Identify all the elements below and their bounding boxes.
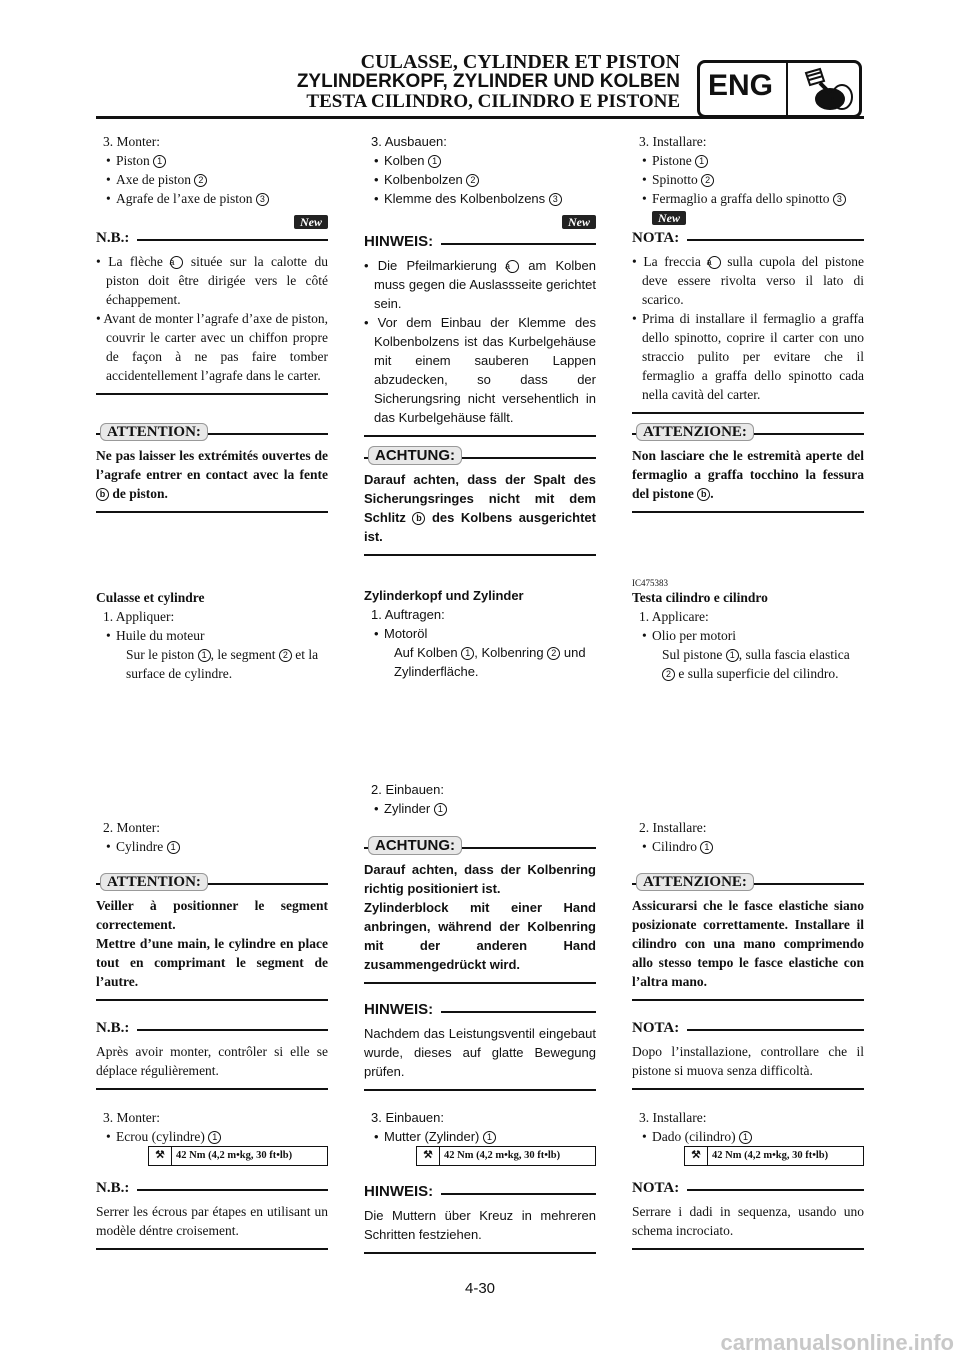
note-text: Dopo l’installazione, controllare che il pistone si muova senza difficoltà.: [632, 1044, 864, 1078]
marker-2: 2: [279, 649, 292, 662]
section-code: IC475383: [632, 578, 668, 588]
nb-heading: N.B.:: [96, 228, 328, 252]
list-item: [96, 151, 328, 170]
list-item: • Zylinder 1: [364, 799, 596, 818]
marker-2: 2: [662, 668, 675, 681]
hinweis-heading: HINWEIS:: [364, 1182, 596, 1206]
marker-a: a: [170, 256, 183, 269]
note-text: Serrer les écrous par étapes en utilisant un modèle déntre croisement.: [96, 1204, 328, 1238]
note-bullet: • La freccia a sulla cupola del pistone deve essere rivolta verso il lato di scarico.: [632, 254, 865, 307]
new-badge: New: [294, 215, 328, 229]
divider: [364, 1252, 596, 1254]
marker-1: 1: [428, 155, 441, 168]
step-title: 1. Appliquer:: [103, 609, 175, 624]
list-sub: Auf Kolben 1 , Kolbenring 2 und Zylinderfläche.: [394, 645, 586, 679]
marker-a: a: [708, 256, 721, 269]
divider: [632, 1088, 864, 1090]
marker-b: b: [697, 488, 710, 501]
list-item: • Kolben 1: [364, 151, 596, 170]
marker-2: 2: [466, 174, 479, 187]
marker-1: 1: [461, 647, 474, 660]
attention-heading: ATTENTION:: [96, 422, 328, 446]
hinweis-heading: HINWEIS:: [364, 232, 596, 256]
title-de: ZYLINDERKOPF, ZYLINDER UND KOLBEN: [296, 71, 680, 92]
marker-b: b: [412, 512, 425, 525]
list-sub: Sul pistone 1 , sulla fascia elastica 2 e sulla superficie del cilindro.: [662, 647, 850, 681]
torque-spec: ⚒ 42 Nm (4,2 m•kg, 30 ft•lb): [416, 1146, 596, 1166]
divider: [364, 1089, 596, 1091]
divider: [96, 1088, 328, 1090]
marker-1: 1: [726, 649, 739, 662]
new-badge: New: [562, 215, 596, 229]
hinweis-heading: HINWEIS:: [364, 1000, 596, 1024]
list-item: • Huile du moteur: [96, 626, 328, 645]
list-item: [96, 189, 328, 208]
section-title: Culasse et cylindre: [96, 590, 205, 605]
page-header-titles: [297, 52, 680, 112]
list-item: • Pistone 1: [632, 151, 864, 170]
eng-badge: [697, 60, 862, 118]
marker-1: 1: [483, 1131, 496, 1144]
list-item: • Cylindre 1: [96, 837, 328, 856]
nota-heading: NOTA:: [632, 1178, 864, 1202]
marker-1: 1: [208, 1131, 221, 1144]
note-text: Après avoir monter, contrôler si elle se déplace régulièrement.: [96, 1044, 328, 1078]
step-title: 1. Auftragen:: [371, 607, 445, 622]
nota-heading: NOTA:: [632, 228, 864, 252]
attention-heading: ATTENZIONE:: [632, 872, 864, 896]
note-bullet: • Avant de monter l’agrafe d’axe de piston, couvrir le carter avec un chiffon propre de façon à ne pas faire tomber accidentellement l’agrafe dans le carter.: [96, 311, 328, 383]
list-item: • Ecrou (cylindre) 1: [96, 1127, 328, 1146]
list-item: • Olio per motori: [632, 626, 864, 645]
list-item: • Mutter (Zylinder) 1: [364, 1127, 596, 1146]
badge-divider: [786, 63, 788, 115]
marker-2: 2: [701, 174, 714, 187]
divider: [364, 554, 596, 556]
marker-2: 2: [547, 647, 560, 660]
fr-step3-title: 3. Monter:: [103, 134, 160, 149]
list-sub: Sur le piston 1 , le segment 2 et la surface de cylindre.: [126, 647, 319, 681]
attention-text: Non lasciare che le estremità aperte del fermaglio a graffa tocchino la fessura del pistone b .: [632, 448, 864, 501]
marker-2: 2: [194, 174, 207, 187]
note-text: Nachdem das Leistungsventil eingebaut wurde, dieses auf glatte Bewegung prüfen.: [364, 1026, 596, 1079]
attention-text: Assicurarsi che le fasce elastiche siano posizionate correttamente. Installare il cilindro con una mano comprimendo allo stesso tempo le fasce elastiche con l’altra mano.: [632, 898, 864, 989]
marker-b: b: [96, 488, 109, 501]
attention-heading: ACHTUNG:: [364, 446, 596, 470]
marker-3: 3: [549, 193, 562, 206]
list-item: • Klemme des Kolbenbolzens 3: [364, 189, 596, 208]
wrench-icon: ⚒: [417, 1147, 440, 1165]
list-item: • Kolbenbolzen 2: [364, 170, 596, 189]
marker-1: 1: [700, 841, 713, 854]
new-badge: New: [652, 211, 686, 225]
engine-icon: [796, 65, 858, 115]
attention-heading: ATTENZIONE:: [632, 422, 864, 446]
section-title: Testa cilindro e cilindro: [632, 590, 768, 605]
attention-text: Veiller à positionner le segment correctement. Mettre d’une main, le cylindre en place tout en comprimant le segment de l’autre.: [96, 898, 328, 989]
wrench-icon: ⚒: [149, 1147, 172, 1165]
page-number: 4-30: [464, 1280, 496, 1297]
marker-a: a: [506, 260, 519, 273]
marker-1: 1: [153, 155, 166, 168]
wrench-icon: ⚒: [685, 1147, 708, 1165]
title-it: TESTA CILINDRO, CILINDRO E PISTONE: [306, 91, 680, 112]
divider: [632, 511, 864, 513]
marker-3: 3: [256, 193, 269, 206]
divider: [96, 999, 328, 1001]
divider: [96, 1248, 328, 1250]
nb-heading: N.B.:: [96, 1178, 328, 1202]
section-title: Zylinderkopf und Zylinder: [364, 588, 524, 603]
step-title: 3. Installare:: [639, 1110, 707, 1125]
divider: [632, 999, 864, 1001]
list-item-text: Agrafe de l’axe de piston: [116, 191, 253, 206]
watermark: carmanualsonline.info: [720, 1330, 954, 1355]
marker-1: 1: [695, 155, 708, 168]
divider: [364, 982, 596, 984]
list-item: • Spinotto 2: [632, 170, 864, 189]
marker-1: 1: [739, 1131, 752, 1144]
step-title: 2. Einbauen:: [371, 782, 445, 797]
list-item-text: Axe de piston: [116, 172, 191, 187]
list-item: • Dado (cilindro) 1: [632, 1127, 864, 1146]
note-text: Die Muttern über Kreuz in mehreren Schritten festziehen.: [364, 1208, 596, 1242]
title-fr: CULASSE, CYLINDER ET PISTON: [360, 51, 680, 73]
nota-heading: NOTA:: [632, 1018, 864, 1042]
torque-spec: ⚒ 42 Nm (4,2 m•kg, 30 ft•lb): [684, 1146, 864, 1166]
attention-heading: ATTENTION:: [96, 872, 328, 896]
divider: [364, 435, 596, 437]
attention-text: Ne pas laisser les extrémités ouvertes de l’agrafe entrer en contact avec la fente b de piston.: [96, 448, 328, 501]
step-title: 1. Applicare:: [639, 609, 709, 624]
marker-3: 3: [833, 193, 846, 206]
step-title: 3. Einbauen:: [371, 1110, 445, 1125]
note-text: Serrare i dadi in sequenza, usando uno schema incrociato.: [632, 1204, 864, 1238]
eng-label: ENG: [708, 69, 774, 102]
list-item: • Fermaglio a graffa dello spinotto 3 New: [632, 189, 864, 227]
marker-1: 1: [198, 649, 211, 662]
step-title: 3. Ausbauen:: [371, 134, 447, 149]
note-bullet: • La flèche a située sur la calotte du piston doit être dirigée vers le côté échappement.: [96, 254, 329, 307]
list-item-text: Piston: [116, 153, 150, 168]
note-bullet: • Vor dem Einbau der Klemme des Kolbenbolzens ist das Kurbelgehäuse mit einem sauberen Lappen abzudecken, so dass der Sicherungsring nicht versehentlich in das Kurbelgehäuse fällt.: [364, 315, 596, 425]
attention-text: Darauf achten, dass der Spalt des Sicherungsringes nicht mit dem Schlitz b des Kolbens ausgerichtet ist.: [364, 472, 596, 544]
step-title: 3. Installare:: [639, 134, 707, 149]
divider: [96, 393, 328, 395]
list-item: • Cilindro 1: [632, 837, 864, 856]
divider: [632, 412, 864, 414]
attention-heading: ACHTUNG:: [364, 836, 596, 860]
nb-heading: N.B.:: [96, 1018, 328, 1042]
step-title: 2. Installare:: [639, 820, 707, 835]
marker-1: 1: [434, 803, 447, 816]
header-rule: [96, 116, 864, 119]
divider: [96, 511, 328, 513]
list-item: • Motoröl: [364, 624, 596, 643]
step-title: 3. Monter:: [103, 1110, 160, 1125]
marker-1: 1: [167, 841, 180, 854]
step-title: 2. Monter:: [103, 820, 160, 835]
torque-spec: ⚒ 42 Nm (4,2 m•kg, 30 ft•lb): [148, 1146, 328, 1166]
attention-text: Darauf achten, dass der Kolbenring richtig positioniert ist. Zylinderblock mit einer Hand anbringen, während der Kolbenring mit der anderen Hand zusammengedrückt wird.: [364, 862, 596, 972]
list-item: [96, 170, 328, 189]
note-bullet: • Prima di installare il fermaglio a graffa dello spinotto, coprire il carter con uno straccio pulito per evitare che il fermaglio a graffa dello spinotto cada nella cavità del carter.: [632, 311, 864, 402]
divider: [632, 1248, 864, 1250]
note-bullet: • Die Pfeilmarkierung a am Kolben muss gegen die Auslassseite gerichtet sein.: [364, 258, 596, 311]
